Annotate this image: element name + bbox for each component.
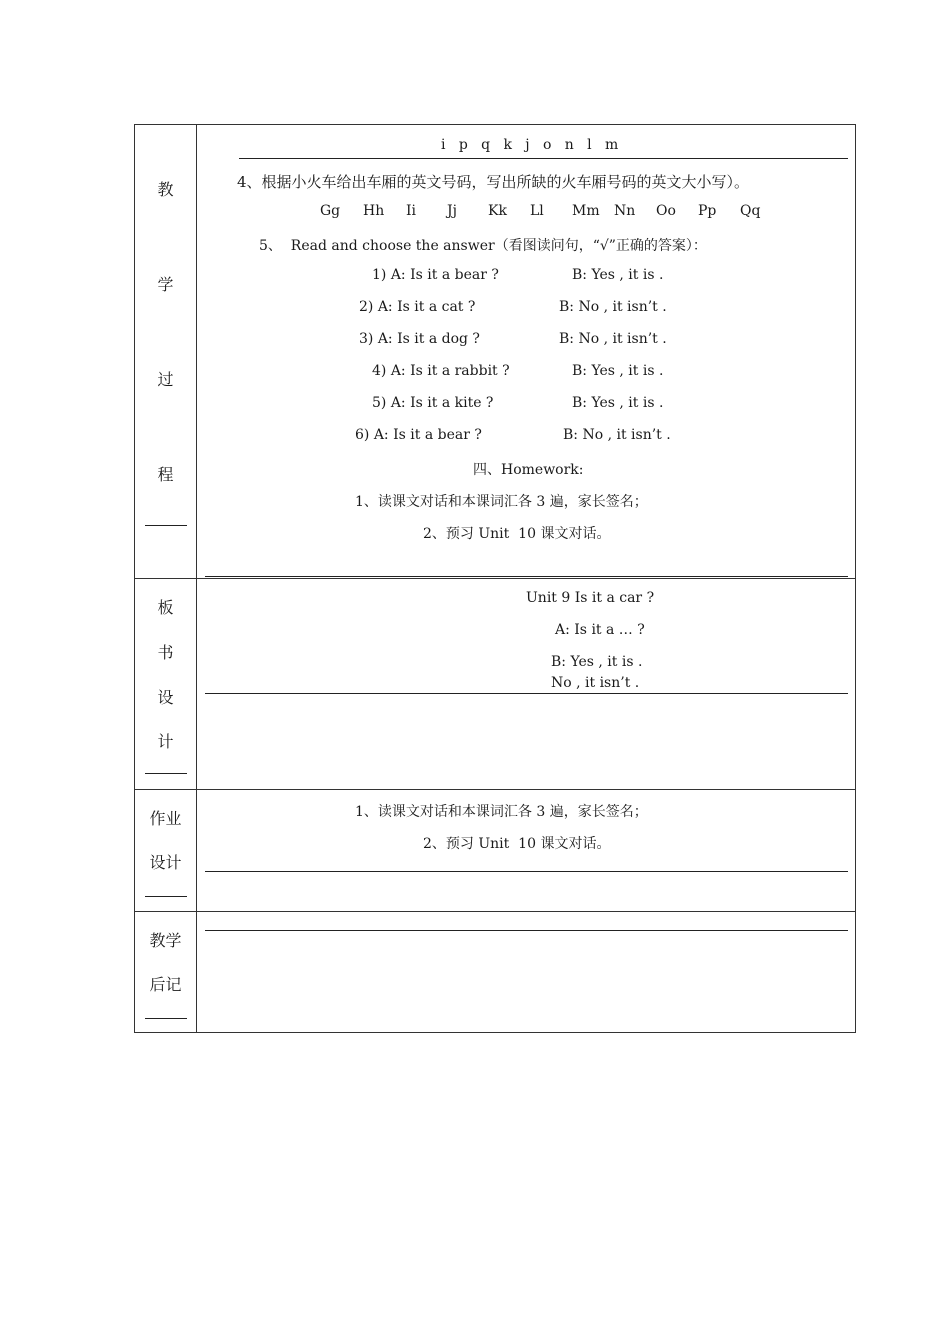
qa-question: 1) A: Is it a bear ? <box>372 267 499 283</box>
qa-question: 2) A: Is it a cat ? <box>359 299 476 315</box>
qa-question: 5) A: Is it a kite ? <box>372 395 494 411</box>
letter-pair: Kk <box>488 203 507 219</box>
label-underline <box>145 1018 187 1019</box>
board-title: Unit 9 Is it a car ? <box>526 590 655 606</box>
qa-question: 4) A: Is it a rabbit ? <box>372 363 510 379</box>
qa-question: 3) A: Is it a dog ? <box>359 331 480 347</box>
label-underline <box>145 773 187 774</box>
letter-pair: Nn <box>614 203 636 219</box>
writing-line <box>205 871 848 872</box>
letter-pair: Jj <box>447 203 457 219</box>
qa-answer: B: No , it isn’t . <box>559 331 667 347</box>
board-line: No , it isn’t . <box>551 675 640 691</box>
board-line: A: Is it a … ? <box>555 622 645 638</box>
label-line: 作业 <box>149 809 182 828</box>
label-line: 教学 <box>149 931 182 950</box>
writing-line <box>239 158 848 159</box>
row-divider <box>135 578 855 579</box>
question-5: 5、 Read and choose the answer（看图读问句，“√”正确的答案）： <box>259 238 707 254</box>
row-divider <box>135 789 855 790</box>
qa-question: 6) A: Is it a bear ? <box>355 427 482 443</box>
lesson-plan-table <box>134 124 856 1033</box>
board-line: B: Yes , it is . <box>551 654 643 670</box>
qa-answer: B: Yes , it is . <box>572 395 664 411</box>
label-char: 板 <box>157 598 174 617</box>
label-char: 书 <box>157 643 174 662</box>
homework-heading: 四、Homework: <box>473 462 584 478</box>
qa-answer: B: No , it isn’t . <box>563 427 671 443</box>
letter-pair: Ll <box>530 203 544 219</box>
label-char: 学 <box>157 275 174 294</box>
qa-answer: B: Yes , it is . <box>572 363 664 379</box>
qa-answer: B: No , it isn’t . <box>559 299 667 315</box>
label-underline <box>145 525 187 526</box>
letter-pair: Hh <box>363 203 385 219</box>
row-divider <box>135 911 855 912</box>
question-4: 4、根据小火车给出车厢的英文号码，写出所缺的火车厢号码的英文大小写）。 <box>237 173 750 191</box>
letter-pair: Gg <box>320 203 341 219</box>
writing-line <box>205 576 848 577</box>
homework-item: 1、读课文对话和本课词汇各 3 遍，家长签名； <box>355 494 648 510</box>
letter-pair: Ii <box>406 203 417 219</box>
label-line: 设计 <box>149 853 182 872</box>
label-char: 教 <box>157 180 174 199</box>
label-char: 过 <box>157 370 174 389</box>
homework-item: 2、预习 Unit 10 课文对话。 <box>423 836 611 852</box>
label-char: 计 <box>157 732 174 751</box>
qa-answer: B: Yes , it is . <box>572 267 664 283</box>
label-line: 后记 <box>149 975 182 994</box>
writing-line <box>205 693 848 694</box>
letter-pair: Pp <box>698 203 717 219</box>
letter-pair: Oo <box>656 203 676 219</box>
letter-pair: Qq <box>740 203 761 219</box>
label-underline <box>145 896 187 897</box>
label-char: 程 <box>157 465 174 484</box>
letter-pair: Mm <box>572 203 600 219</box>
homework-item: 2、预习 Unit 10 课文对话。 <box>423 526 611 542</box>
writing-line <box>205 930 848 931</box>
label-char: 设 <box>157 688 174 707</box>
homework-item: 1、读课文对话和本课词汇各 3 遍，家长签名； <box>355 804 648 820</box>
letters-row: i p q k j o n l m <box>441 137 619 153</box>
